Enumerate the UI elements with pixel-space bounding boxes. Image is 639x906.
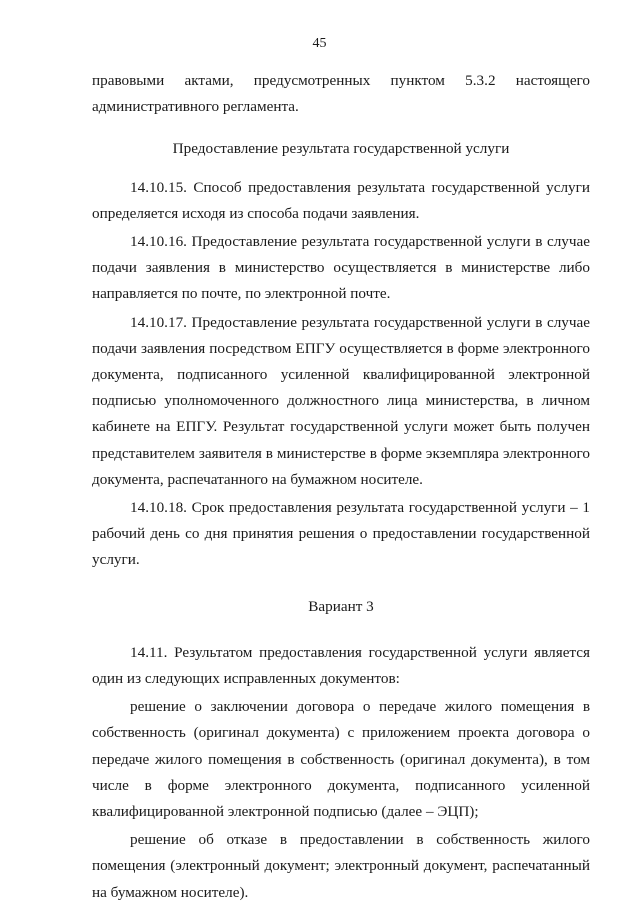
paragraph-14-11: 14.11. Результатом предоставления государственной услуги является один из следующих исправленных документов: (92, 643, 590, 688)
page-number: 45 (312, 36, 327, 51)
paragraph-decision-contract: решение о заключении договора о передаче жилого помещения в собственность (оригинал документа) с приложением проекта договора о передаче жилого помещения в собственность (оригинал документа), в том числе в форме электронного документа, подписанного усиленной квалифицированной электронной подписью (далее – ЭЦП); (92, 698, 590, 821)
paragraph-14-10-17: 14.10.17. Предоставление результата государственной услуги в случае подачи заявления посредством ЕПГУ осуществляется в форме электронного документа, подписанного усиленной квалифицированной электронной подписью уполномоченного должностного лица министерства, в личном кабинете на ЕПГУ. Результат государственной услуги может быть получен представителем заявителя в министерстве в форме экземпляра электронного документа, распечатанного на бумажном носителе. (92, 313, 590, 488)
paragraph-14-10-18: 14.10.18. Срок предоставления результата государственной услуги – 1 рабочий день со дня принятия решения о предоставлении государственной услуги. (92, 499, 590, 569)
section-heading-variant-3: Вариант 3 (308, 597, 374, 615)
section-heading-result: Предоставление результата государственной услуги (172, 140, 510, 158)
paragraph-14-10-16: 14.10.16. Предоставление результата государственной услуги в случае подачи заявления в министерство осуществляется в министерстве либо направляется по почте, по электронной почте. (92, 233, 590, 303)
page-body (92, 68, 590, 906)
paragraph-decision-refusal: решение об отказе в предоставлении в собственность жилого помещения (электронный документ; электронный документ, распечатанный на бумажном носителе). (92, 831, 590, 901)
paragraph-14-10-15: 14.10.15. Способ предоставления результата государственной услуги определяется исходя из способа подачи заявления. (92, 178, 590, 222)
paragraph-continuation: правовыми актами, предусмотренных пунктом 5.3.2 настоящего административного регламента. (92, 72, 590, 116)
